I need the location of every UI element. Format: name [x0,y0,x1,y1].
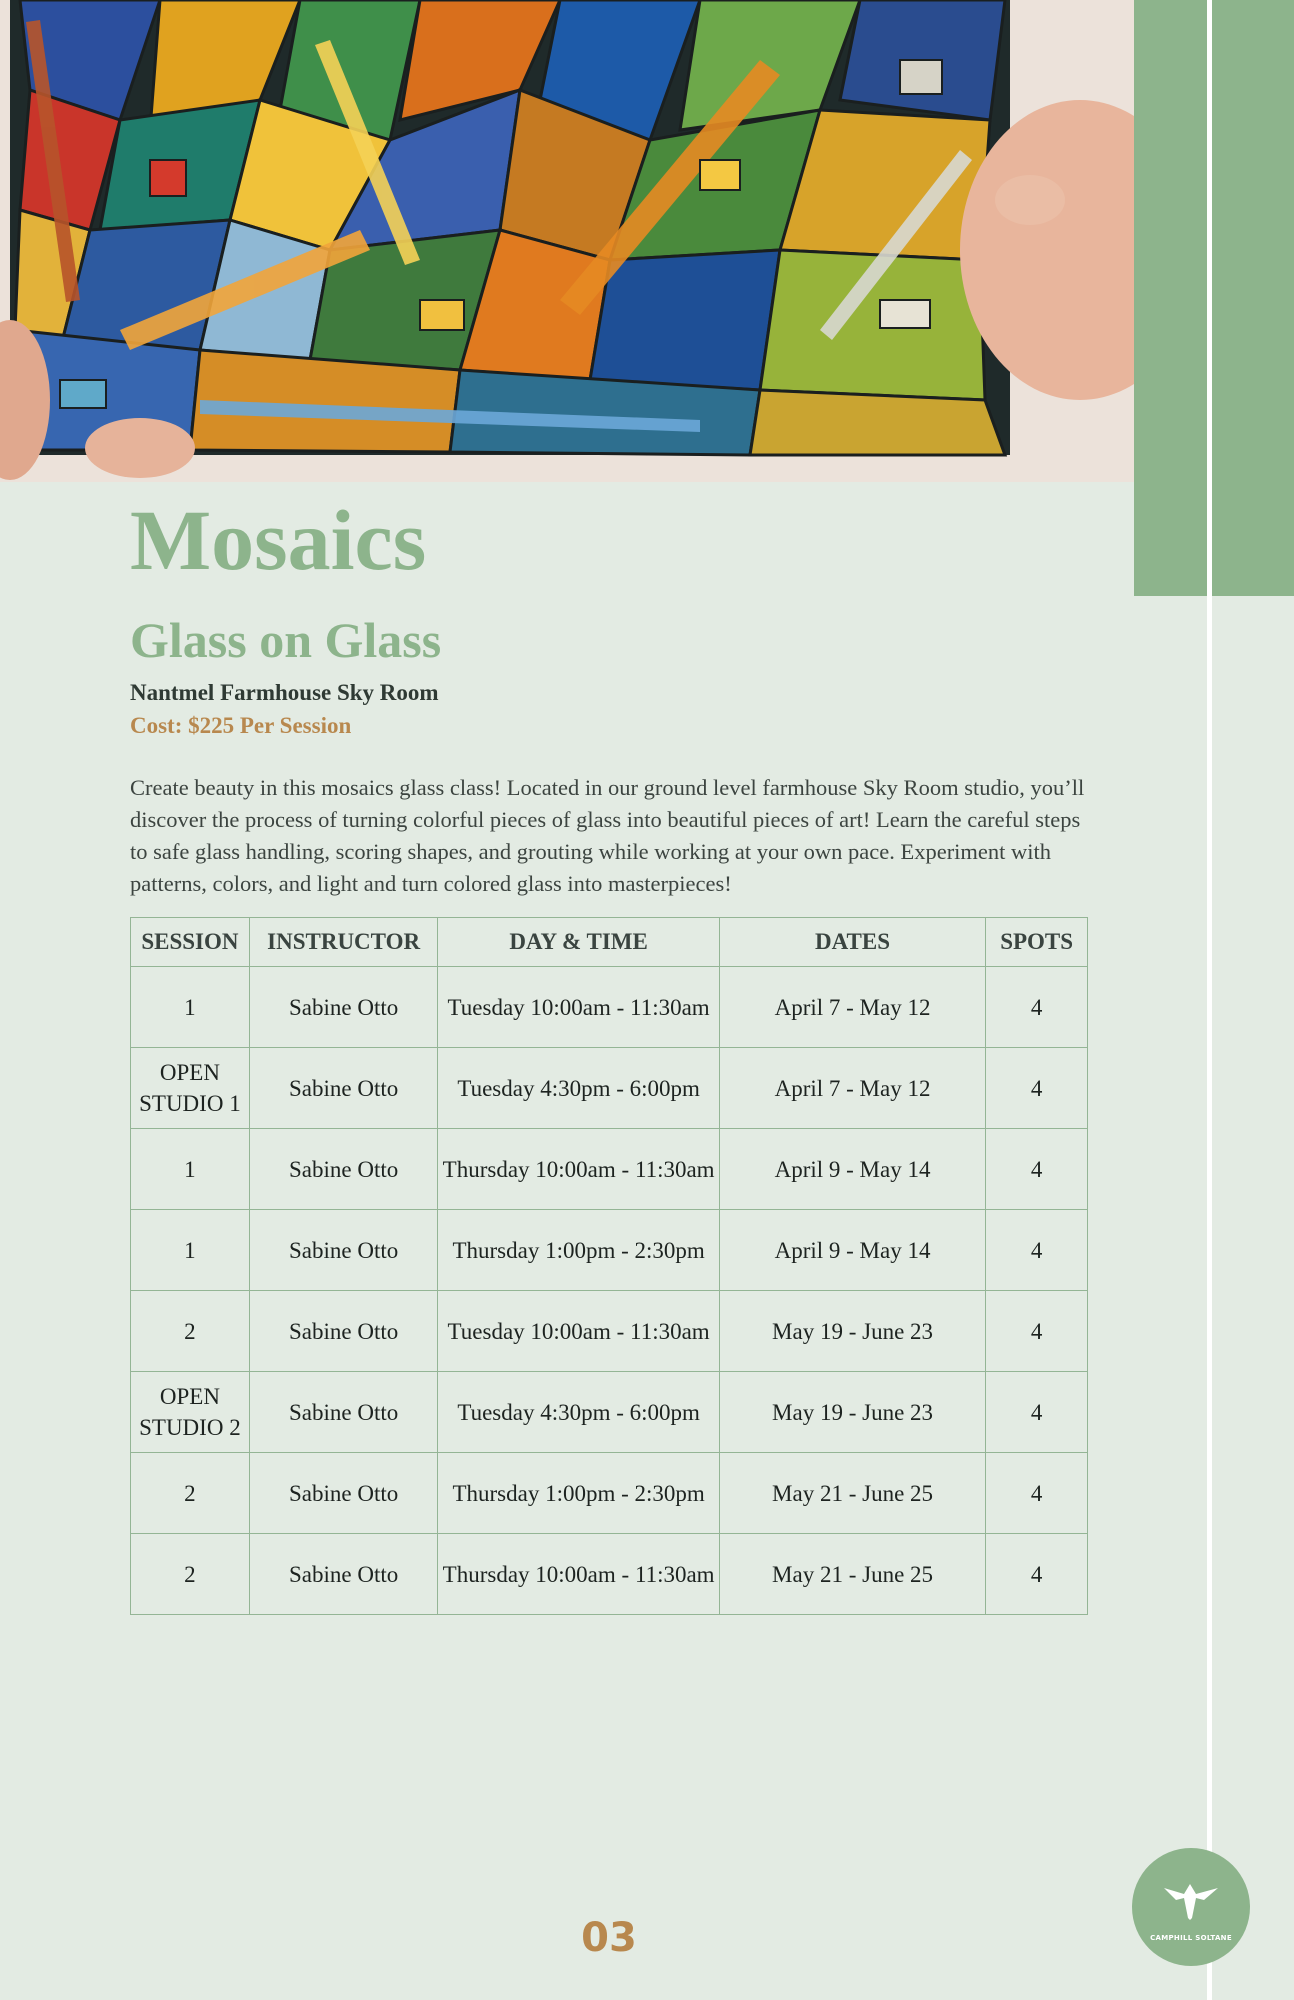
cell-dates: May 21 - June 25 [719,1453,985,1534]
cell-session: 2 [131,1534,250,1615]
header-day-time: DAY & TIME [438,918,719,967]
cell-session: 2 [131,1291,250,1372]
cell-spots: 4 [986,1048,1088,1129]
cell-dates: April 7 - May 12 [719,967,985,1048]
cell-instructor: Sabine Otto [249,1534,438,1615]
table-row [131,1129,1088,1210]
decorative-stripe-left [1134,0,1207,596]
page-number: 03 [581,1915,637,1961]
class-location: Nantmel Farmhouse Sky Room [130,680,439,705]
logo-text: CAMPHILL SOLTANE [1150,1934,1232,1942]
table-header-row [131,918,1088,967]
table-row [131,1210,1088,1291]
cell-dates: May 19 - June 23 [719,1372,985,1453]
class-description: Create beauty in this mosaics glass class! Located in our ground level farmhouse Sky Room studio, you’ll discover the process of turning colorful pieces of glass into beautiful pieces of art! Learn the careful steps to safe glass handling, scoring shapes, and grouting while working at your own pace. Experiment with patterns, colors, and light and turn colored glass into masterpieces! [130,775,1085,896]
cell-dates: April 9 - May 14 [719,1210,985,1291]
cell-dates: May 19 - June 23 [719,1291,985,1372]
cell-day-time: Thursday 10:00am - 11:30am [438,1129,719,1210]
cell-day-time: Tuesday 4:30pm - 6:00pm [438,1372,719,1453]
class-subtitle: Glass on Glass [130,612,442,668]
mosaic-illustration [0,0,1134,482]
class-info [130,490,1090,896]
cell-spots: 4 [986,1129,1088,1210]
cell-session: 2 [131,1453,250,1534]
table-row [131,1048,1088,1129]
cell-session: OPEN STUDIO 2 [131,1372,250,1453]
cell-spots: 4 [986,967,1088,1048]
cell-session: 1 [131,967,250,1048]
table-row [131,967,1088,1048]
decorative-stripe-right [1212,0,1294,596]
cell-day-time: Thursday 1:00pm - 2:30pm [438,1453,719,1534]
class-cost: Cost: $225 Per Session [130,713,352,738]
table-row [131,1453,1088,1534]
table-row [131,1291,1088,1372]
camphill-logo-icon [1132,1848,1250,1966]
header-session: SESSION [131,918,250,967]
cell-session: 1 [131,1129,250,1210]
cell-spots: 4 [986,1372,1088,1453]
table-row [131,1534,1088,1615]
cell-session: 1 [131,1210,250,1291]
cell-instructor: Sabine Otto [249,967,438,1048]
schedule-table [130,917,1088,1615]
header-instructor: INSTRUCTOR [249,918,438,967]
cell-instructor: Sabine Otto [249,1372,438,1453]
cell-day-time: Tuesday 4:30pm - 6:00pm [438,1048,719,1129]
cell-spots: 4 [986,1291,1088,1372]
table-row [131,1372,1088,1453]
cell-spots: 4 [986,1210,1088,1291]
cell-instructor: Sabine Otto [249,1291,438,1372]
cell-spots: 4 [986,1534,1088,1615]
page-title: Mosaics [130,492,427,588]
cell-day-time: Tuesday 10:00am - 11:30am [438,1291,719,1372]
cell-instructor: Sabine Otto [249,1210,438,1291]
cell-day-time: Tuesday 10:00am - 11:30am [438,967,719,1048]
header-spots: SPOTS [986,918,1088,967]
header-dates: DATES [719,918,985,967]
cell-instructor: Sabine Otto [249,1453,438,1534]
cell-dates: May 21 - June 25 [719,1534,985,1615]
hero-mosaic-image [0,0,1134,482]
cell-day-time: Thursday 1:00pm - 2:30pm [438,1210,719,1291]
cell-dates: April 7 - May 12 [719,1048,985,1129]
cell-instructor: Sabine Otto [249,1129,438,1210]
logo-mark [1162,1874,1220,1924]
cell-spots: 4 [986,1453,1088,1534]
cell-instructor: Sabine Otto [249,1048,438,1129]
cell-dates: April 9 - May 14 [719,1129,985,1210]
cell-day-time: Thursday 10:00am - 11:30am [438,1534,719,1615]
cell-session: OPEN STUDIO 1 [131,1048,250,1129]
